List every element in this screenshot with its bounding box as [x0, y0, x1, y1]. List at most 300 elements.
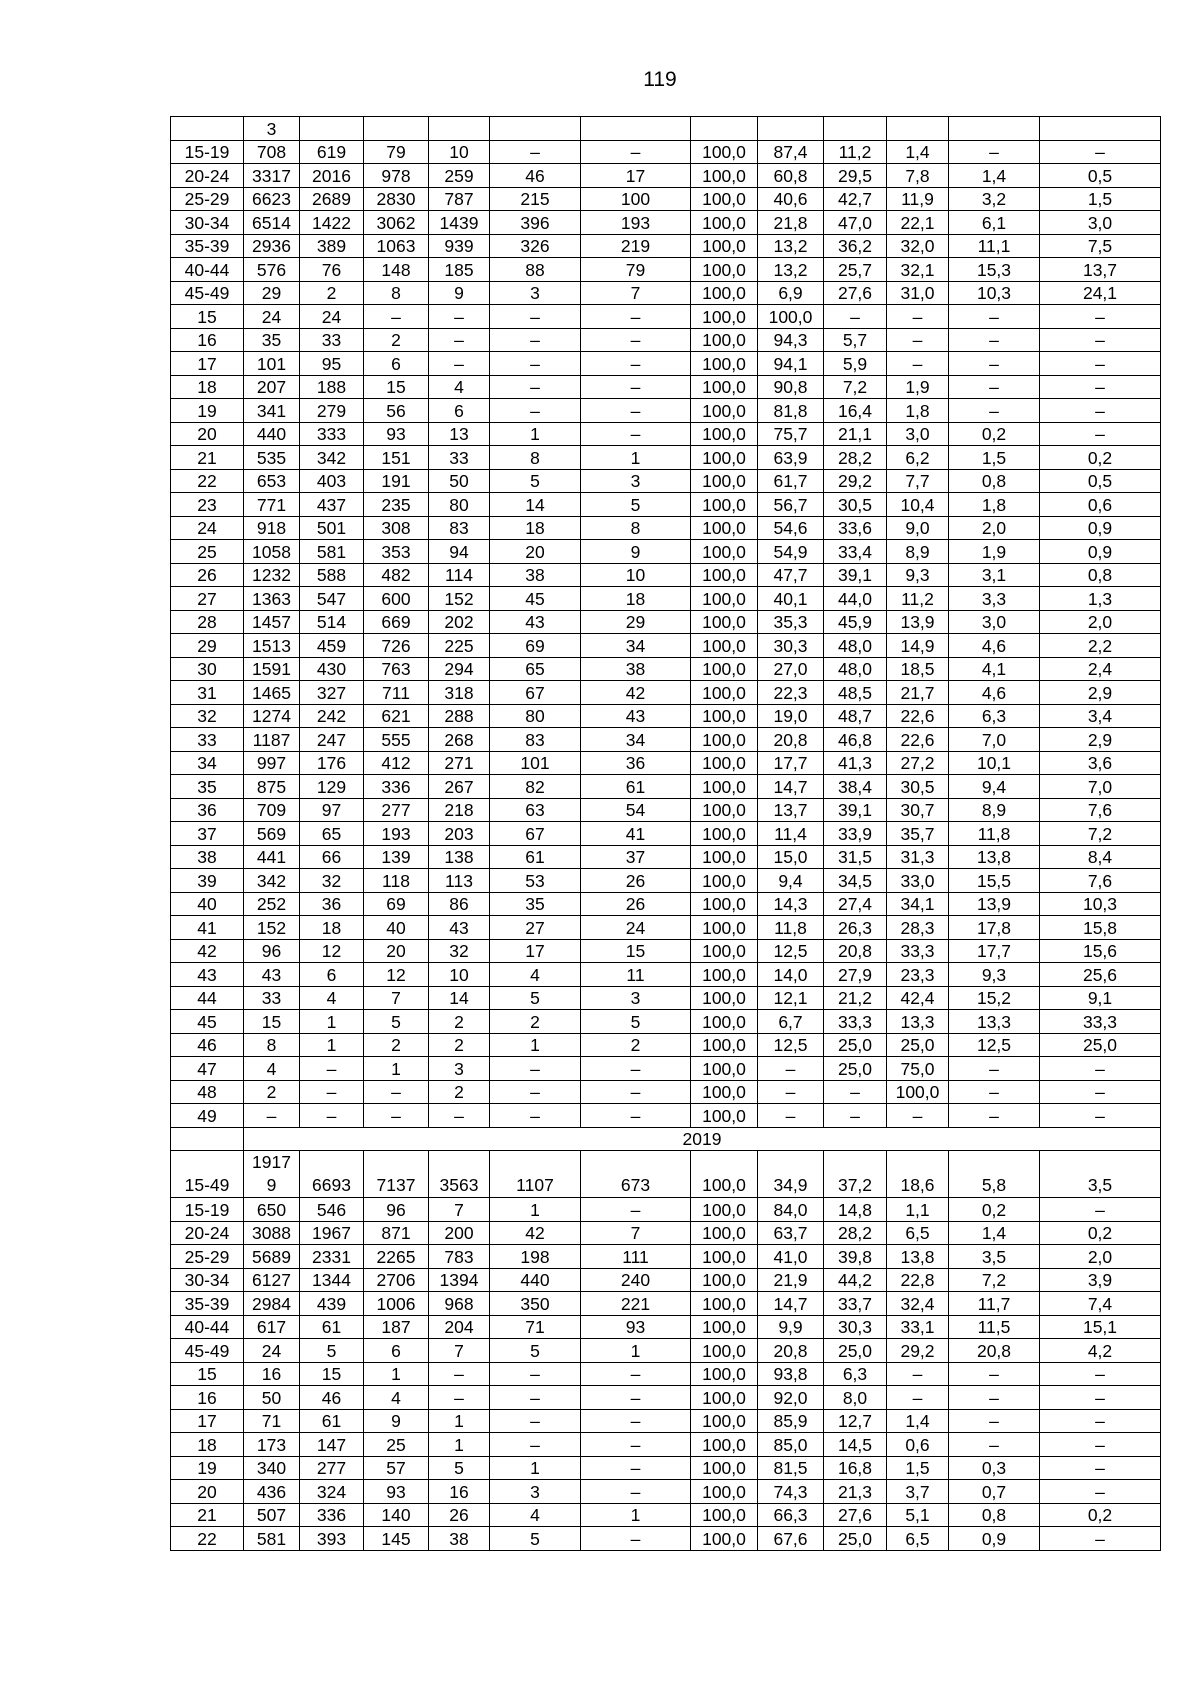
table-cell: 33,4: [824, 540, 887, 564]
table-cell: 20-24: [171, 1221, 244, 1245]
table-cell: 576: [244, 258, 300, 282]
table-cell: 29,2: [824, 469, 887, 493]
table-body-bottom: [171, 1198, 1161, 1551]
table-cell: [581, 117, 691, 141]
table-cell: 42: [581, 681, 691, 705]
table-cell: 9: [581, 540, 691, 564]
table-cell: 50: [429, 469, 490, 493]
table-row: [171, 1268, 1161, 1292]
table-cell: 6: [300, 963, 364, 987]
table-cell: 430: [300, 657, 364, 681]
table-cell: 12,5: [949, 1033, 1040, 1057]
table-cell: 2331: [300, 1245, 364, 1269]
table-cell: –: [490, 305, 581, 329]
table-row: [171, 610, 1161, 634]
table-cell: –: [581, 1480, 691, 1504]
table-cell: 30,3: [824, 1315, 887, 1339]
table-cell: 15,0: [758, 845, 824, 869]
table-cell: 61: [490, 845, 581, 869]
table-cell: 38,4: [824, 775, 887, 799]
table-cell: 1394: [429, 1268, 490, 1292]
table-cell: 81,8: [758, 399, 824, 423]
table-cell: 24: [244, 305, 300, 329]
table-cell: 36: [300, 892, 364, 916]
table-cell: –: [581, 1433, 691, 1457]
table-cell: 1513: [244, 634, 300, 658]
table-cell: –: [490, 328, 581, 352]
table-cell: 17: [581, 164, 691, 188]
table-cell: 1,4: [949, 1221, 1040, 1245]
table-cell: 44: [171, 986, 244, 1010]
table-cell: 45,9: [824, 610, 887, 634]
table-cell: 40: [171, 892, 244, 916]
table-cell: 11,9: [887, 187, 949, 211]
table-cell: 225: [429, 634, 490, 658]
table-cell: 6623: [244, 187, 300, 211]
table-cell: –: [949, 1104, 1040, 1128]
table-cell: 100,0: [691, 1245, 758, 1269]
table-cell: 7137: [364, 1151, 429, 1198]
table-cell: –: [887, 352, 949, 376]
table-cell: 79: [581, 258, 691, 282]
table-cell: 4,2: [1040, 1339, 1161, 1363]
table-cell: 20,8: [824, 939, 887, 963]
table-cell: 1,8: [949, 493, 1040, 517]
table-cell: –: [581, 422, 691, 446]
table-cell: 69: [364, 892, 429, 916]
table-cell: 11,8: [758, 916, 824, 940]
table-cell: 27,2: [887, 751, 949, 775]
table-cell: 176: [300, 751, 364, 775]
table-cell: 0,8: [949, 1503, 1040, 1527]
table-cell: 0,2: [1040, 1503, 1161, 1527]
table-row: [171, 728, 1161, 752]
table-cell: –: [581, 399, 691, 423]
table-cell: 19,0: [758, 704, 824, 728]
table-cell: 47,0: [824, 211, 887, 235]
table-cell: 15: [364, 375, 429, 399]
table-cell: 18: [171, 375, 244, 399]
table-row: [171, 986, 1161, 1010]
table-cell: 3: [581, 469, 691, 493]
table-cell: –: [490, 1104, 581, 1128]
table-row: [171, 798, 1161, 822]
table-cell: 1465: [244, 681, 300, 705]
table-cell: –: [1040, 1433, 1161, 1457]
table-cell: 1: [429, 1409, 490, 1433]
table-cell: 48,0: [824, 634, 887, 658]
table-cell: –: [1040, 305, 1161, 329]
table-cell: 100,0: [691, 610, 758, 634]
table-row: [171, 328, 1161, 352]
table-cell: –: [300, 1080, 364, 1104]
table-cell: 100,0: [691, 869, 758, 893]
table-cell: 259: [429, 164, 490, 188]
table-cell: [1040, 117, 1161, 141]
table-cell: 96: [244, 939, 300, 963]
table-cell: 215: [490, 187, 581, 211]
table-cell: 100,0: [691, 986, 758, 1010]
table-cell: 100: [581, 187, 691, 211]
table-cell: 2,9: [1040, 728, 1161, 752]
table-cell: 2,0: [1040, 1245, 1161, 1269]
table-cell: 100,0: [691, 563, 758, 587]
table-cell: –: [490, 1409, 581, 1433]
table-cell: 13,7: [758, 798, 824, 822]
table-cell: 18: [490, 516, 581, 540]
table-cell: 219: [581, 234, 691, 258]
table-cell: 336: [364, 775, 429, 799]
table-cell: 4: [244, 1057, 300, 1081]
table-cell: 1: [300, 1010, 364, 1034]
table-cell: 94,1: [758, 352, 824, 376]
table-cell: 3,4: [1040, 704, 1161, 728]
table-cell: 118: [364, 869, 429, 893]
table-cell: 25,0: [824, 1527, 887, 1551]
table-cell: 1,4: [887, 140, 949, 164]
table-cell: [824, 117, 887, 141]
table-cell: 218: [429, 798, 490, 822]
table-cell: 47: [171, 1057, 244, 1081]
table-cell: 20,8: [949, 1339, 1040, 1363]
table-cell: 2265: [364, 1245, 429, 1269]
table-cell: 2,0: [949, 516, 1040, 540]
table-total-section: [171, 1151, 1161, 1198]
table-cell: 13,9: [949, 892, 1040, 916]
table-cell: 30,5: [824, 493, 887, 517]
table-cell: –: [490, 399, 581, 423]
table-cell: 48,7: [824, 704, 887, 728]
table-cell: 207: [244, 375, 300, 399]
table-cell: 11: [581, 963, 691, 987]
table-year-section: [171, 1127, 1161, 1151]
table-cell: 3: [429, 1057, 490, 1081]
table-row: [171, 1104, 1161, 1128]
table-cell: 0,9: [1040, 540, 1161, 564]
table-cell: 5,8: [949, 1151, 1040, 1198]
table-cell: 46: [171, 1033, 244, 1057]
table-cell: 4,6: [949, 681, 1040, 705]
table-cell: 10: [429, 140, 490, 164]
table-cell: 114: [429, 563, 490, 587]
table-cell: 101: [490, 751, 581, 775]
table-cell: 32: [429, 939, 490, 963]
table-row: [171, 822, 1161, 846]
table-cell: 12,5: [758, 939, 824, 963]
table-cell: 12,7: [824, 1409, 887, 1433]
table-cell: 100,0: [691, 1409, 758, 1433]
table-cell: –: [364, 1080, 429, 1104]
table-cell: 139: [364, 845, 429, 869]
table-cell: –: [949, 399, 1040, 423]
table-row: [171, 258, 1161, 282]
table-cell: 30,5: [887, 775, 949, 799]
table-cell: 14,5: [824, 1433, 887, 1457]
table-cell: 151: [364, 446, 429, 470]
table-cell: 33,7: [824, 1292, 887, 1316]
table-cell: 1,9: [887, 375, 949, 399]
table-cell: 30,3: [758, 634, 824, 658]
table-cell: 18: [300, 916, 364, 940]
table-cell: 3,9: [1040, 1268, 1161, 1292]
table-cell: 0,6: [1040, 493, 1161, 517]
table-cell: 7,8: [887, 164, 949, 188]
table-cell: 918: [244, 516, 300, 540]
table-cell: 7,2: [1040, 822, 1161, 846]
table-cell: 669: [364, 610, 429, 634]
table-cell: 15,8: [1040, 916, 1161, 940]
table-cell: 25,0: [824, 1057, 887, 1081]
table-row: [171, 704, 1161, 728]
table-cell: 30,7: [887, 798, 949, 822]
table-cell: 47,7: [758, 563, 824, 587]
table-cell: 5,1: [887, 1503, 949, 1527]
table-cell: 83: [429, 516, 490, 540]
table-cell: 93: [364, 422, 429, 446]
table-cell: 61: [300, 1315, 364, 1339]
table-cell: 7: [429, 1339, 490, 1363]
table-cell: 48,0: [824, 657, 887, 681]
table-cell: 1,4: [887, 1409, 949, 1433]
table-cell: –: [581, 305, 691, 329]
table-cell: 1006: [364, 1292, 429, 1316]
table-cell: 26: [171, 563, 244, 587]
table-cell: 7,6: [1040, 869, 1161, 893]
table-cell: [758, 117, 824, 141]
table-cell: 1,5: [1040, 187, 1161, 211]
table-cell: 2: [244, 1080, 300, 1104]
table-cell: 25: [171, 540, 244, 564]
table-cell: 43: [171, 963, 244, 987]
table-cell: –: [364, 1104, 429, 1128]
table-cell: 13,9: [887, 610, 949, 634]
table-cell: 8: [364, 281, 429, 305]
table-cell: 100,0: [691, 1503, 758, 1527]
table-cell: 49: [171, 1104, 244, 1128]
table-cell: –: [300, 1104, 364, 1128]
table-row: [171, 1339, 1161, 1363]
table-cell: 7,0: [949, 728, 1040, 752]
table-cell: 482: [364, 563, 429, 587]
table-cell: 6127: [244, 1268, 300, 1292]
table-cell: 8,9: [887, 540, 949, 564]
table-cell: 22,6: [887, 728, 949, 752]
table-cell: 8: [244, 1033, 300, 1057]
table-cell: 1,5: [949, 446, 1040, 470]
table-cell: 2: [429, 1010, 490, 1034]
table-cell: –: [490, 375, 581, 399]
table-cell: –: [581, 1527, 691, 1551]
table-cell: 25,0: [1040, 1033, 1161, 1057]
table-cell: 100,0: [691, 1527, 758, 1551]
table-cell: 14,9: [887, 634, 949, 658]
table-cell: 27,9: [824, 963, 887, 987]
table-row: [171, 1221, 1161, 1245]
table-cell: –: [490, 352, 581, 376]
table-cell: 1917 9: [244, 1151, 300, 1198]
table-cell: 4,1: [949, 657, 1040, 681]
table-cell: 2: [300, 281, 364, 305]
table-row: [171, 845, 1161, 869]
table-cell: 1107: [490, 1151, 581, 1198]
table-cell: 21: [171, 1503, 244, 1527]
table-cell: 15: [581, 939, 691, 963]
table-cell: 75,0: [887, 1057, 949, 1081]
table-cell: 3,1: [949, 563, 1040, 587]
table-cell: 3: [581, 986, 691, 1010]
table-cell: 94,3: [758, 328, 824, 352]
table-cell: 13,8: [949, 845, 1040, 869]
table-cell: 507: [244, 1503, 300, 1527]
table-cell: 6,7: [758, 1010, 824, 1034]
table-cell: 34,1: [887, 892, 949, 916]
table-cell: 619: [300, 140, 364, 164]
table-cell: 71: [490, 1315, 581, 1339]
table-row: [171, 211, 1161, 235]
table-cell: 25-29: [171, 187, 244, 211]
table-cell: 44,2: [824, 1268, 887, 1292]
table-cell: 12,1: [758, 986, 824, 1010]
table-cell: –: [581, 1362, 691, 1386]
table-cell: 33: [171, 728, 244, 752]
table-cell: –: [1040, 1456, 1161, 1480]
table-cell: 18,6: [887, 1151, 949, 1198]
table-cell: –: [887, 1362, 949, 1386]
table-cell: 152: [244, 916, 300, 940]
table-cell: 15: [171, 1362, 244, 1386]
table-cell: 4: [300, 986, 364, 1010]
table-cell: 20,8: [758, 1339, 824, 1363]
table-cell: 28: [171, 610, 244, 634]
table-cell: 1,5: [887, 1456, 949, 1480]
table-cell: 2706: [364, 1268, 429, 1292]
table-cell: 581: [300, 540, 364, 564]
table-cell: 50: [244, 1386, 300, 1410]
table-cell: 100,0: [691, 822, 758, 846]
table-cell: 11,1: [949, 234, 1040, 258]
table-cell: 279: [300, 399, 364, 423]
table-cell: –: [581, 140, 691, 164]
table-cell: 439: [300, 1292, 364, 1316]
table-cell: 0,2: [1040, 1221, 1161, 1245]
table-cell: –: [581, 1386, 691, 1410]
table-cell: –: [300, 1057, 364, 1081]
table-cell: 18: [171, 1433, 244, 1457]
table-cell: 85,0: [758, 1433, 824, 1457]
table-cell: 13,8: [887, 1245, 949, 1269]
table-cell: 7: [581, 281, 691, 305]
table-cell: 100,0: [691, 1198, 758, 1222]
table-cell: 8: [490, 446, 581, 470]
table-row: [171, 399, 1161, 423]
table-cell: 16: [171, 328, 244, 352]
table-row: [171, 587, 1161, 611]
table-cell: 5: [429, 1456, 490, 1480]
year-row-empty-cell: [171, 1127, 244, 1151]
table-cell: 514: [300, 610, 364, 634]
table-cell: 14,8: [824, 1198, 887, 1222]
table-cell: –: [581, 1104, 691, 1128]
table-cell: 7: [581, 1221, 691, 1245]
table-cell: 726: [364, 634, 429, 658]
table-cell: 100,0: [691, 1268, 758, 1292]
table-cell: [364, 117, 429, 141]
table-cell: 46,8: [824, 728, 887, 752]
table-cell: 24: [244, 1339, 300, 1363]
table-cell: 36: [171, 798, 244, 822]
table-cell: 437: [300, 493, 364, 517]
table-cell: 145: [364, 1527, 429, 1551]
table-cell: 26: [581, 869, 691, 893]
table-cell: 3,0: [1040, 211, 1161, 235]
table-cell: 100,0: [691, 140, 758, 164]
table-cell: 11,7: [949, 1292, 1040, 1316]
table-row: [171, 681, 1161, 705]
table-cell: 5: [490, 469, 581, 493]
table-cell: 15,6: [1040, 939, 1161, 963]
table-cell: 2: [364, 1033, 429, 1057]
table-cell: 100,0: [691, 422, 758, 446]
table-cell: 14,0: [758, 963, 824, 987]
table-cell: 21,7: [887, 681, 949, 705]
table-row: [171, 939, 1161, 963]
table-cell: 1: [364, 1057, 429, 1081]
table-cell: 21,2: [824, 986, 887, 1010]
table-cell: 15,2: [949, 986, 1040, 1010]
table-cell: 2,4: [1040, 657, 1161, 681]
table-cell: –: [949, 352, 1040, 376]
table-cell: –: [490, 1362, 581, 1386]
table-cell: 48,5: [824, 681, 887, 705]
table-cell: 100,0: [691, 258, 758, 282]
table-cell: 4: [429, 375, 490, 399]
table-cell: 39,8: [824, 1245, 887, 1269]
table-cell: 247: [300, 728, 364, 752]
table-cell: 15-19: [171, 140, 244, 164]
table-cell: 97: [300, 798, 364, 822]
table-cell: 7,0: [1040, 775, 1161, 799]
table-cell: –: [949, 375, 1040, 399]
table-cell: 200: [429, 1221, 490, 1245]
table-cell: 2,9: [1040, 681, 1161, 705]
table-cell: 40-44: [171, 1315, 244, 1339]
table-cell: 1,1: [887, 1198, 949, 1222]
table-cell: 333: [300, 422, 364, 446]
table-cell: 0,8: [949, 469, 1040, 493]
table-cell: 3,2: [949, 187, 1040, 211]
table-cell: 9,3: [887, 563, 949, 587]
table-row: [171, 1292, 1161, 1316]
table-cell: 20,8: [758, 728, 824, 752]
table-cell: 23: [171, 493, 244, 517]
statistics-table: [170, 116, 1161, 1551]
table-cell: 48: [171, 1080, 244, 1104]
table-cell: 113: [429, 869, 490, 893]
page-number: 119: [643, 68, 677, 91]
table-cell: 37: [171, 822, 244, 846]
table-cell: –: [581, 1198, 691, 1222]
table-cell: 17,7: [758, 751, 824, 775]
table-row: [171, 1198, 1161, 1222]
table-cell: 21,8: [758, 211, 824, 235]
table-cell: 45: [490, 587, 581, 611]
table-cell: 38: [171, 845, 244, 869]
table-row: [171, 1033, 1161, 1057]
table-cell: 1,3: [1040, 587, 1161, 611]
table-cell: 5: [581, 493, 691, 517]
table-cell: 7,6: [1040, 798, 1161, 822]
table-cell: 60,8: [758, 164, 824, 188]
